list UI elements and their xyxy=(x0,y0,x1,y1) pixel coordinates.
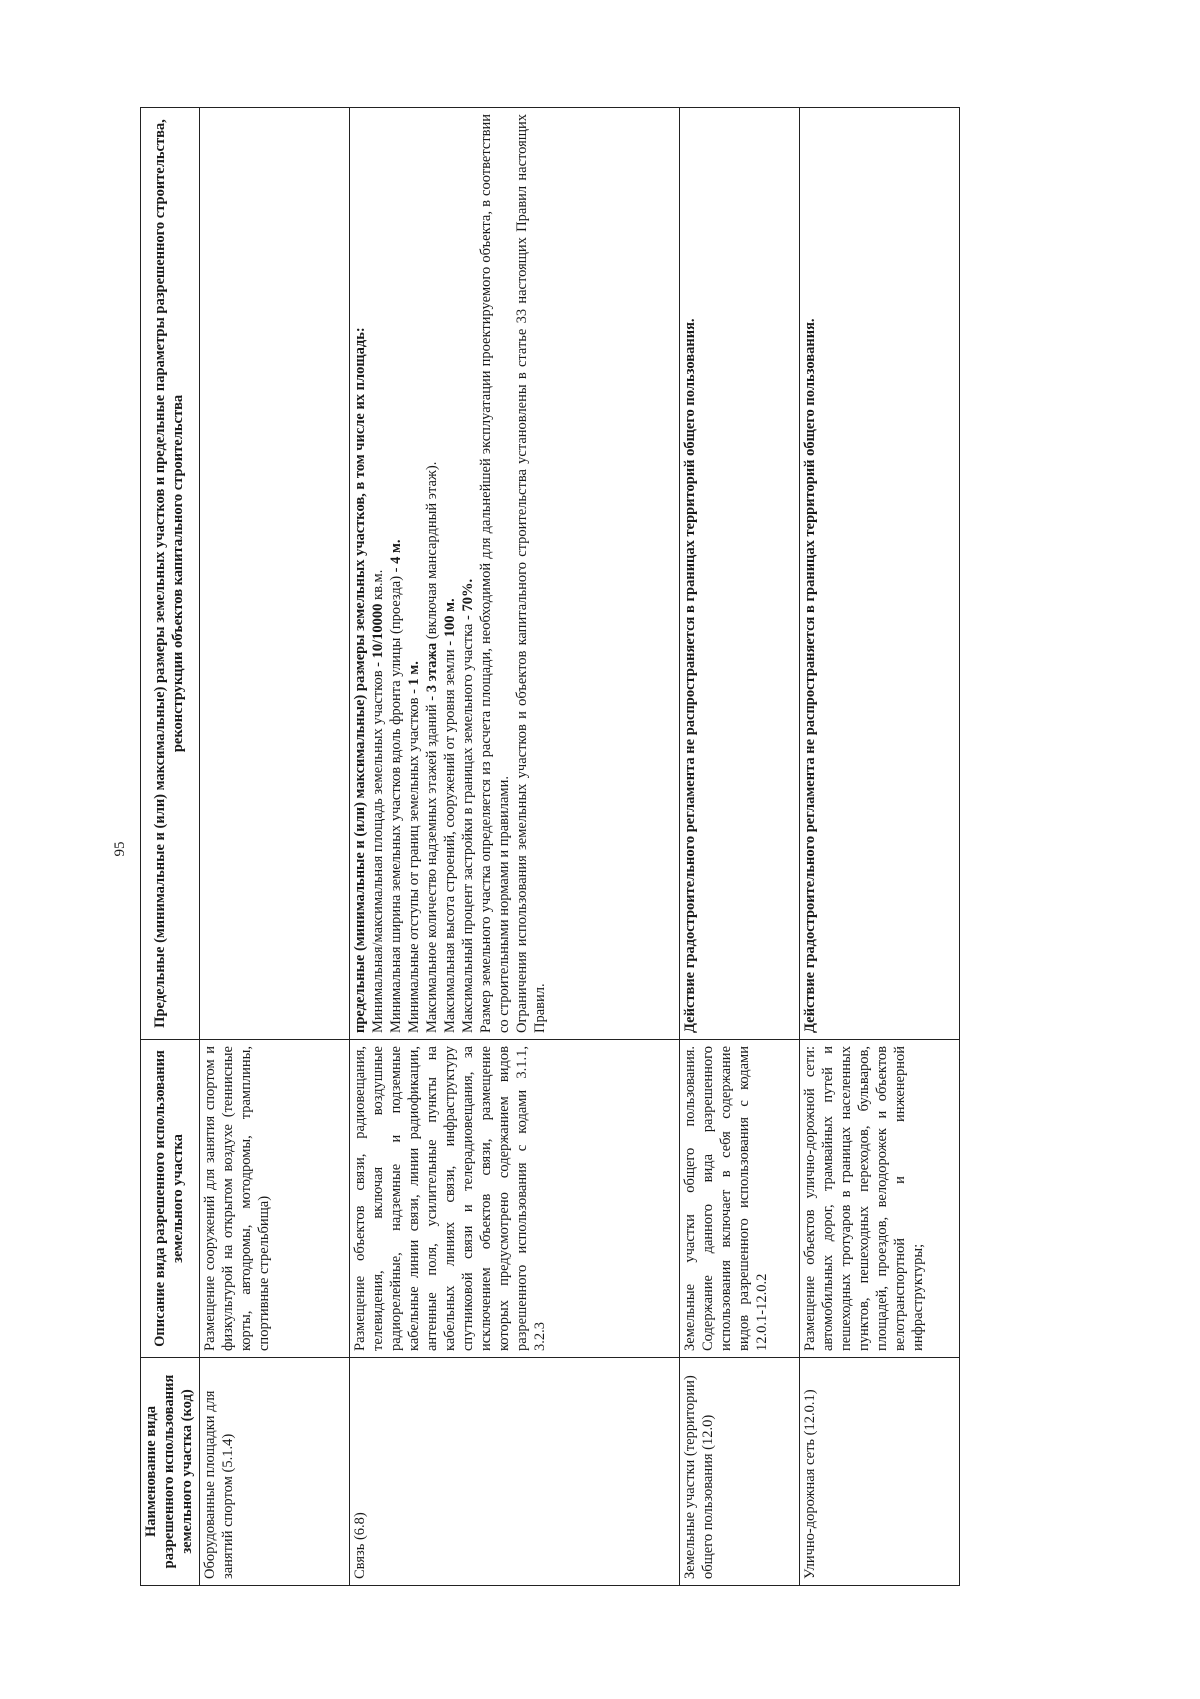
param-line: Минимальные отступы от границ земельных участков - 1 м. xyxy=(405,661,422,1033)
rotated-document-page xyxy=(100,54,1100,1644)
cell-parameters-empty xyxy=(199,108,349,1040)
table-row xyxy=(799,108,959,1586)
header-description: Описание вида разрешенного использования земельного участка xyxy=(141,1040,200,1358)
header-name: Наименование вида разрешенного использования земельного участка (код) xyxy=(141,1358,200,1586)
param-line: Действие градостроительного регламента не распространяется в границах территорий общего пользования. xyxy=(801,318,818,1033)
param-line: Ограничения использования земельных участков и объектов капитального строительства установлены в статье 33 настоящих Правил настоящих Правил. xyxy=(513,114,548,1033)
page-number: 95 xyxy=(112,841,128,857)
param-line: предельные (минимальные и (или) максимальные) размеры земельных участков, в том числе их площадь: xyxy=(351,327,368,1033)
param-line: Максимальный процент застройки в границах земельного участка - 70%. xyxy=(459,578,476,1033)
cell-use-description: Размещение объектов связи, радиовещания, телевидения, включая воздушные радиорелейные, надземные и подземные кабельные линии связи, линии радиофикации, антенные поля, усилительные пункты на кабельных линиях связи, инфраструктуру спутниковой связи и телерадиовещания, за исключением объектов связи, размещение которых предусмотрено содержанием видов разрешенного использования с кодами 3.1.1, 3.2.3 xyxy=(349,1040,679,1358)
param-line: Минимальная/максимальная площадь земельных участков - 10/10000 кв.м. xyxy=(369,569,386,1033)
land-use-regulations-table xyxy=(140,107,960,1586)
param-line: Действие градостроительного регламента не распространяется в границах территорий общего пользования. xyxy=(681,318,698,1033)
table-header-row xyxy=(141,108,200,1586)
table-row xyxy=(199,108,349,1586)
param-line: Минимальная ширина земельных участков вдоль фронта улицы (проезда) - 4 м. xyxy=(387,539,404,1033)
cell-use-description: Земельные участки общего пользования. Содержание данного вида разрешенного использования включает в себя содержание видов разрешенного использования с кодами 12.0.1-12.0.2 xyxy=(679,1040,799,1358)
cell-use-name: Оборудованные площадки для занятий спортом (5.1.4) xyxy=(199,1358,349,1586)
cell-use-description: Размещение объектов улично-дорожной сети: автомобильных дорог, трамвайных путей и пешеходных тротуаров в границах населенных пунктов, пешеходных переходов, бульваров, площадей, проездов, велодорожек и объектов велотранспортной и инженерной инфраструктуры; xyxy=(799,1040,959,1358)
param-line: Максимальное количество надземных этажей зданий - 3 этажа (включая мансардный этаж). xyxy=(423,461,440,1033)
table-row xyxy=(679,108,799,1586)
table-row xyxy=(349,108,679,1586)
cell-use-name: Связь (6.8) xyxy=(349,1358,679,1586)
cell-use-description: Размещение сооружений для занятия спортом и физкультурой на открытом воздухе (теннисные корты, автодромы, мотодромы, трамплины, спортивные стрельбища) xyxy=(199,1040,349,1358)
cell-use-name: Улично-дорожная сеть (12.0.1) xyxy=(799,1358,959,1586)
param-line: Размер земельного участка определяется из расчета площади, необходимой для дальнейшей эксплуатации проектируемого объекта, в соответствии со строительными нормами и правилами. xyxy=(477,114,512,1033)
header-parameters: Предельные (минимальные и (или) максимальные) размеры земельных участков и предельные параметры разрешенного строительства, реконструкции объектов капитального строительства xyxy=(141,108,200,1040)
cell-parameters xyxy=(799,108,959,1040)
param-line: Максимальная высота строений, сооружений от уровня земли - 100 м. xyxy=(441,598,458,1033)
cell-use-name: Земельные участки (территории) общего пользования (12.0) xyxy=(679,1358,799,1586)
cell-parameters xyxy=(679,108,799,1040)
cell-parameters xyxy=(349,108,679,1040)
